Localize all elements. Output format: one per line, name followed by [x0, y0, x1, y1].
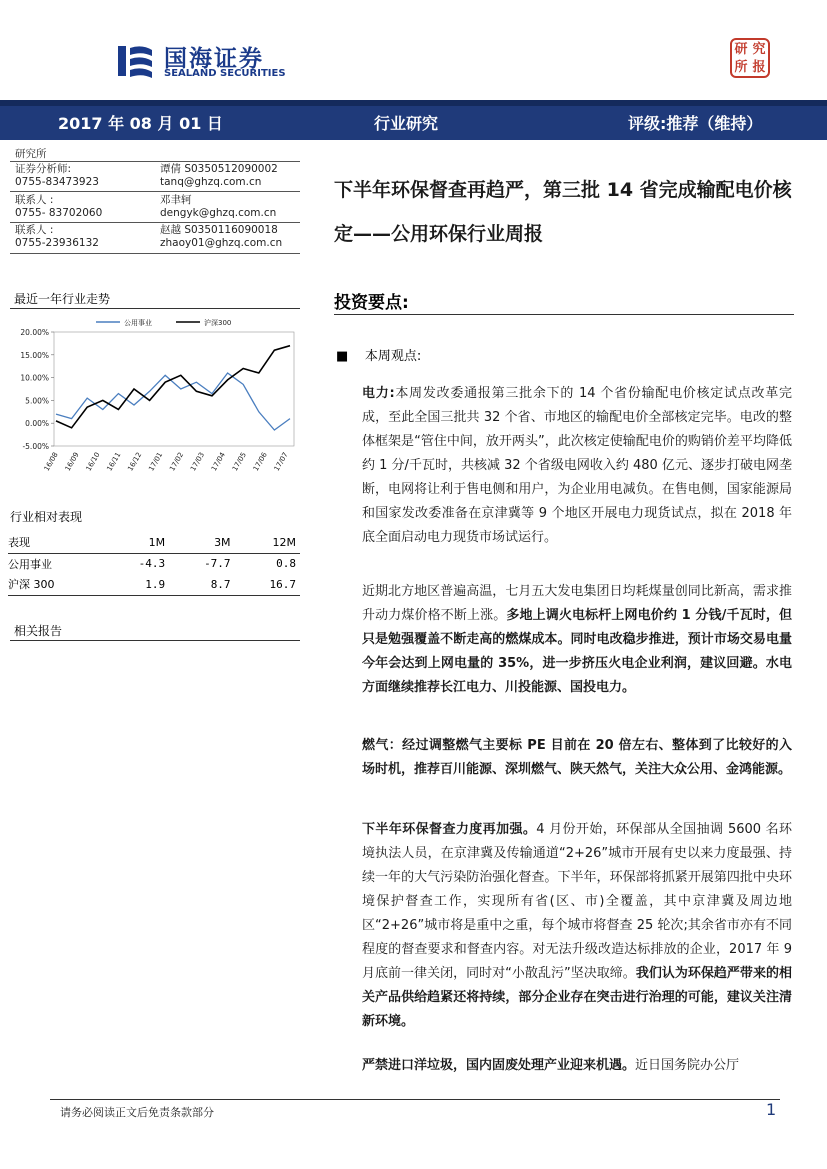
seal-char: 究: [752, 41, 766, 57]
para-emphasis: 多地上调火电标杆上网电价约 1 分钱/千瓦时，但只是勉强覆盖不断走高的燃煤成本。同时电改稳步推进，预计市场交易电量今年会达到上网电量的 35%，进一步挤压火电企业利润，建议回避。水电方面继续推荐长江电力、川投能源、国投电力。: [362, 608, 792, 695]
x-tick-label: 16/12: [126, 451, 144, 473]
x-tick-label: 16/08: [42, 451, 60, 473]
chart-section-title: 最近一年行业走势: [14, 292, 111, 306]
paragraph-coal: [362, 580, 792, 700]
y-tick-label: 5.00%: [25, 396, 49, 406]
report-rating: 评级:推荐（维持）: [628, 114, 763, 133]
paragraph-environment: [362, 818, 792, 1034]
performance-table: [8, 532, 300, 596]
contact-value: 谭倩 S0350512090002: [160, 163, 278, 176]
x-tick-label: 17/05: [230, 451, 248, 473]
x-tick-label: 16/11: [105, 451, 123, 473]
footer-disclaimer: 请务必阅读正文后免责条款部分: [60, 1106, 214, 1119]
footer-divider: [50, 1099, 780, 1100]
paragraph-waste: [362, 1054, 792, 1078]
cell-1m: 1.9: [104, 574, 169, 595]
x-tick-label: 16/10: [84, 451, 102, 473]
performance-title: 行业相对表现: [10, 510, 83, 524]
cell-1m: -4.3: [138, 557, 166, 571]
analyst-contacts: [10, 146, 300, 252]
divider: [10, 308, 300, 309]
cell-3m: 8.7: [169, 574, 234, 595]
view-label-row: [336, 345, 421, 364]
seal-char: 研: [734, 41, 748, 57]
x-tick-label: 17/04: [209, 451, 228, 473]
contact-label: 0755- 83702060: [15, 206, 103, 219]
para-text: 本周发改委通报第三批余下的 14 个省份输配电价核定试点改革完成，至此全国三批共 32 个省、市地区的输配电价全部核定完毕。电改的整体框架是“管住中间，放开两头”，此次核定使输配电价的购销价差平均降低约 1 分/千瓦时，共核减 32 个省级电网收入约 480 亿元、逐步打破电网垄断，电网将让利于售电侧和用户，为企业用电减负。在售电侧，国家能源局和国家发改委准备在京津冀等 9 个地区开展电力现货试点，拟在 2018 年底全面启动电力现货市场试运行。: [362, 386, 792, 545]
y-tick-label: 15.00%: [20, 350, 49, 360]
column-header: 表现: [8, 532, 104, 553]
research-seal-stamp: [730, 38, 770, 78]
seal-char: 报: [752, 59, 766, 75]
para-emphasis: 我们认为环保趋严带来的相关产品供给趋紧还将持续，部分企业存在突击进行治理的可能，建议关注清新环境。: [362, 966, 792, 1029]
para-text: 近期北方地区普遍高温，七月五大发电集团日均耗煤量创同比新高，需求推升动力煤价格不断上涨。: [362, 584, 792, 623]
contact-label: 0755-23936132: [15, 237, 99, 250]
highlights-title: 投资要点:: [334, 293, 409, 313]
divider: [10, 191, 300, 192]
report-title: 下半年环保督查再趋严，第三批 14 省完成输配电价核定——公用环保行业周报: [334, 179, 792, 245]
contact-label: 证券分析师:: [15, 163, 72, 176]
para-text: 4 月份开始，环保部从全国抽调 5600 名环境执法人员，在京津冀及传输通道“2+26”城市开展有史以来力度最强、持续一年的大气污染防治强化督查。下半年，环保部将抓紧开展第四批中央环境保护督查工作，实现所有省(区、市)全覆盖，其中京津冀及周边地区“2+26”城市将是重中之重，每个城市将督查 25 轮次;其余省市亦有不同程度的督查要求和督查内容。对无法升级改造达标排放的企业，2017 年 9 月底前一律关闭，同时对“小散乱污”坚决取缔。: [362, 822, 792, 981]
para-heading: 电力:: [362, 386, 395, 401]
para-heading: 严禁进口洋垃圾，国内固废处理产业迎来机遇。: [362, 1058, 636, 1073]
column-header: 1M: [104, 532, 169, 553]
seal-char: 所: [734, 59, 748, 75]
x-tick-label: 17/01: [147, 451, 165, 473]
contact-email[interactable]: zhaoy01@ghzq.com.cn: [160, 237, 283, 250]
x-tick-label: 17/03: [189, 451, 207, 473]
divider: [334, 314, 794, 315]
x-tick-label: 17/07: [272, 451, 290, 473]
cell-3m: -7.7: [204, 557, 231, 571]
bullet-icon: ■: [336, 349, 349, 364]
related-reports-title: 相关报告: [14, 624, 63, 638]
series-line: [56, 346, 290, 428]
dept-label: 研究所: [15, 148, 47, 160]
para-emphasis: 燃气：经过调整燃气主要标 PE 目前在 20 倍左右、整体到了比较好的入场时机，推荐百川能源、深圳燃气、陕天然气，关注大众公用、金鸿能源。: [362, 738, 792, 777]
x-tick-label: 16/09: [63, 451, 81, 473]
cell-12m: 0.8: [276, 557, 296, 571]
cell-12m: 16.7: [235, 574, 300, 595]
sealand-logo-icon: [116, 42, 156, 80]
column-header: 3M: [169, 532, 234, 553]
contact-label: 0755-83473923: [15, 176, 99, 189]
divider: [10, 640, 300, 641]
logo-english-name: SEALAND SECURITIES: [164, 68, 286, 79]
report-category: 行业研究: [374, 114, 439, 133]
page-number: 1: [766, 1100, 777, 1119]
divider: [10, 161, 300, 162]
divider: [10, 222, 300, 223]
paragraph-gas: [362, 734, 792, 782]
x-tick-label: 17/02: [168, 451, 186, 473]
header-bar-band: [0, 100, 827, 106]
para-text: 近日国务院办公厅: [635, 1058, 740, 1073]
company-logo: [116, 40, 296, 84]
logo-chinese-name: 国海证券: [164, 46, 264, 72]
contact-label: 联系人 :: [15, 223, 54, 236]
table-row: [8, 574, 300, 595]
plot-frame: [54, 332, 294, 446]
table-row: [8, 553, 300, 574]
divider: [10, 253, 300, 254]
legend-label: 公用事业: [124, 319, 152, 327]
report-header-bar: [0, 100, 827, 140]
table-header-row: [8, 532, 300, 553]
series-line: [56, 373, 290, 430]
paragraph-power: [362, 382, 792, 550]
legend-label: 沪深300: [204, 319, 232, 327]
contact-email[interactable]: dengyk@ghzq.com.cn: [160, 206, 277, 219]
row-name: 公用事业: [8, 557, 52, 571]
column-header: 12M: [235, 532, 300, 553]
y-tick-label: 20.00%: [20, 328, 49, 337]
contact-email[interactable]: tanq@ghzq.com.cn: [160, 176, 262, 189]
row-name: 沪深 300: [8, 574, 104, 595]
x-tick-label: 17/06: [251, 451, 269, 473]
contact-value: 赵越 S0350116090018: [160, 223, 278, 236]
contact-label: 联系人 :: [15, 193, 54, 206]
view-label: 本周观点:: [364, 349, 422, 364]
y-tick-label: 0.00%: [25, 419, 49, 429]
industry-trend-chart: [10, 318, 300, 478]
y-tick-label: 10.00%: [20, 373, 49, 383]
y-tick-label: -5.00%: [22, 442, 49, 451]
contact-value: 邓聿轲: [160, 193, 192, 206]
report-date: 2017 年 08 月 01 日: [58, 114, 223, 133]
para-heading: 下半年环保督查力度再加强。: [362, 822, 537, 837]
